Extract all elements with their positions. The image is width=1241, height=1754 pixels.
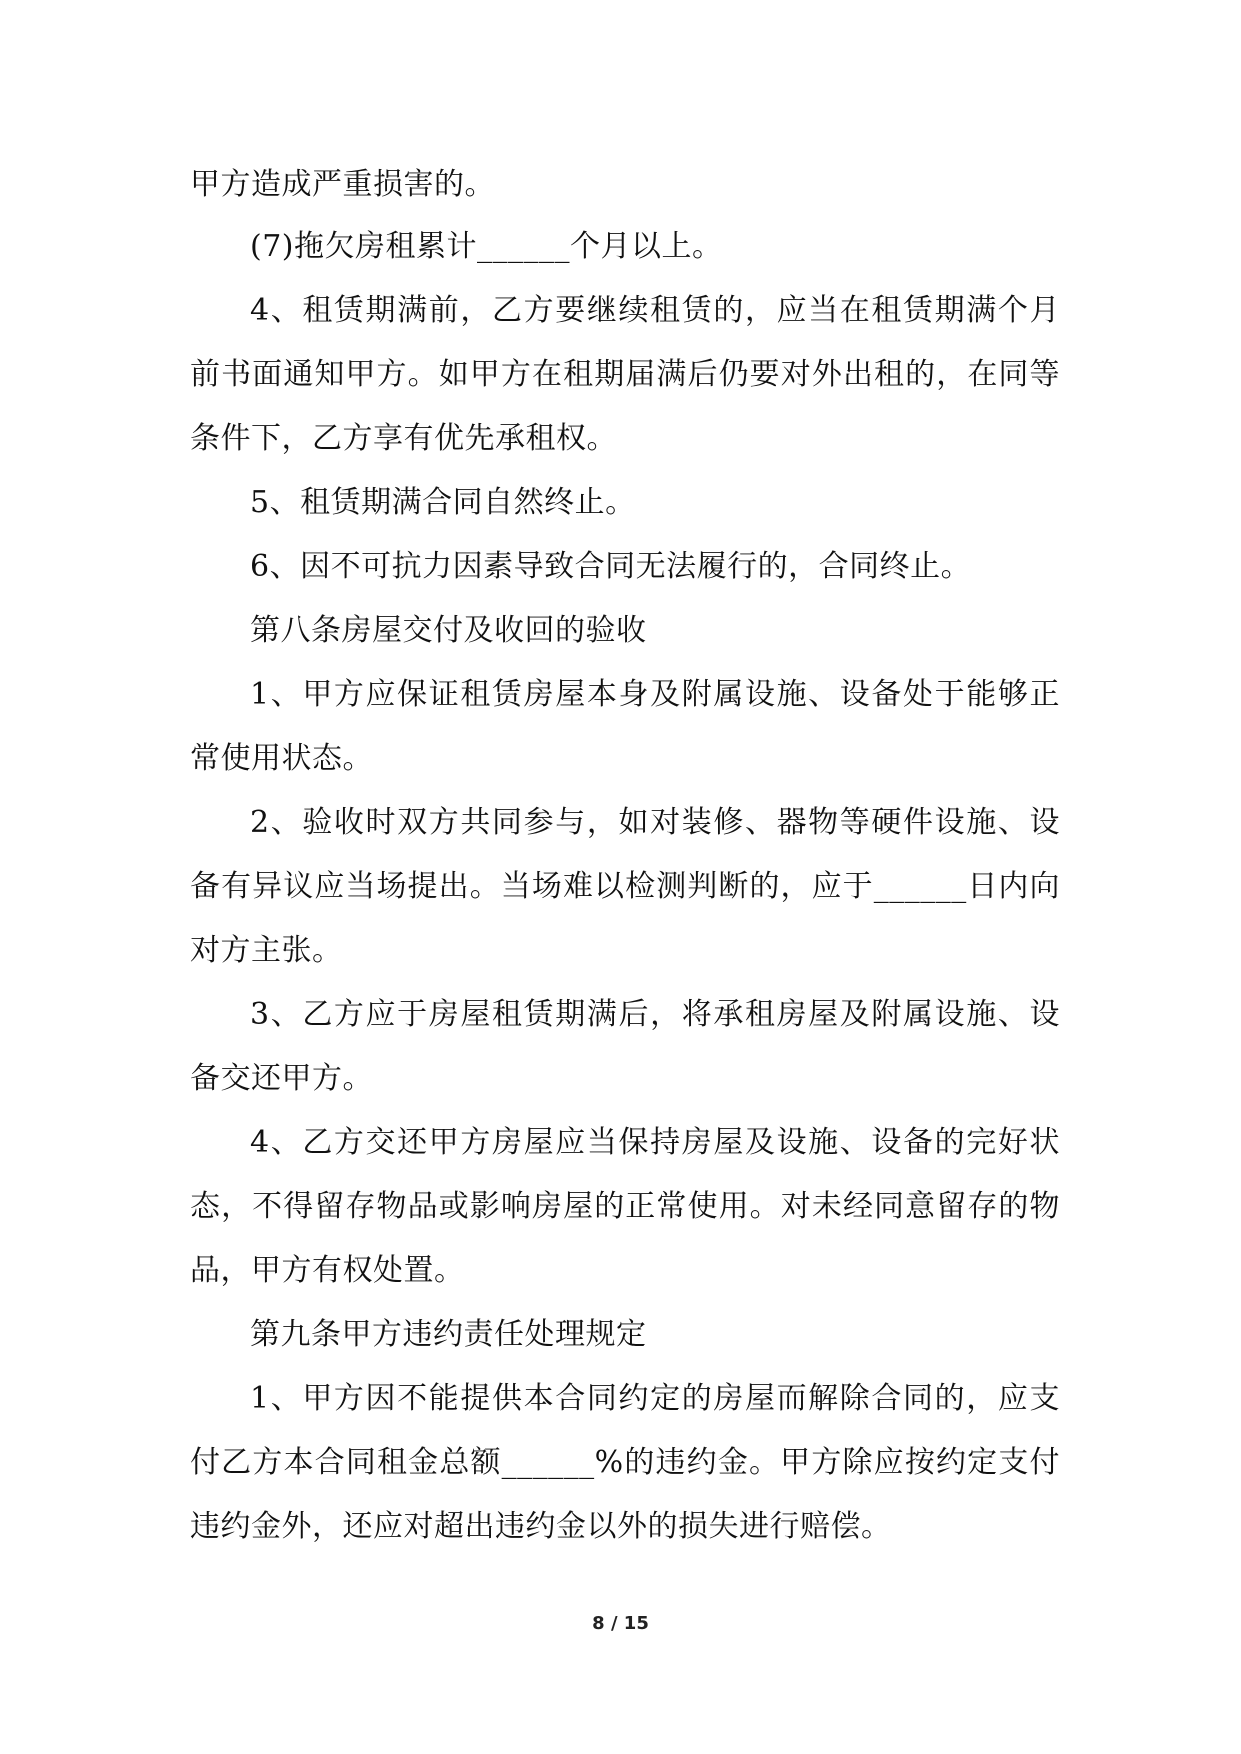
text-line: 4、租赁期满前，乙方要继续租赁的，应当在租赁期满个月: [250, 293, 1060, 328]
text-line: 品，甲方有权处置。: [190, 1253, 465, 1288]
text-line: 违约金外，还应对超出违约金以外的损失进行赔偿。: [190, 1509, 892, 1544]
text-line: 常使用状态。: [190, 741, 373, 776]
text-line: 6、因不可抗力因素导致合同无法履行的，合同终止。: [250, 549, 972, 584]
text-line: 备有异议应当场提出。当场难以检测判断的，应于______日内向: [190, 869, 1060, 904]
text-line: 前书面通知甲方。如甲方在租期届满后仍要对外出租的，在同等: [190, 357, 1060, 392]
text-line: 4、乙方交还甲方房屋应当保持房屋及设施、设备的完好状: [250, 1125, 1060, 1160]
text-line: 3、乙方应于房屋租赁期满后，将承租房屋及附属设施、设: [250, 997, 1060, 1032]
text-line: (7)拖欠房租累计______个月以上。: [250, 229, 723, 264]
text-line: 付乙方本合同租金总额______%的违约金。甲方除应按约定支付: [190, 1445, 1060, 1480]
text-line: 条件下，乙方享有优先承租权。: [190, 421, 617, 456]
text-line: 甲方造成严重损害的。: [190, 167, 495, 202]
text-line: 态，不得留存物品或影响房屋的正常使用。对未经同意留存的物: [190, 1189, 1060, 1224]
page-number: 8 / 15: [592, 1613, 649, 1634]
section-heading: 第九条甲方违约责任处理规定: [250, 1317, 647, 1352]
text-line: 5、租赁期满合同自然终止。: [250, 485, 636, 520]
section-heading: 第八条房屋交付及收回的验收: [250, 613, 647, 648]
text-line: 备交还甲方。: [190, 1061, 373, 1096]
text-line: 2、验收时双方共同参与，如对装修、器物等硬件设施、设: [250, 805, 1060, 840]
text-line: 1、甲方应保证租赁房屋本身及附属设施、设备处于能够正: [250, 677, 1060, 712]
text-line: 1、甲方因不能提供本合同约定的房屋而解除合同的，应支: [250, 1381, 1060, 1416]
text-line: 对方主张。: [190, 933, 343, 968]
